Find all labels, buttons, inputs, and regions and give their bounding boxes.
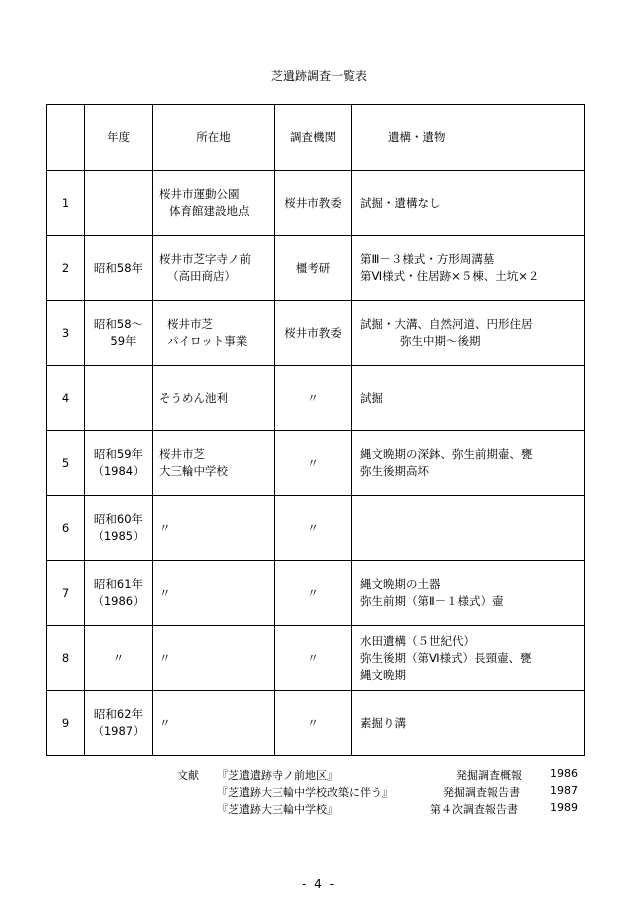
reference-row-2 — [0, 784, 638, 800]
reference-row-1 — [0, 767, 638, 783]
cell-organization — [275, 691, 352, 756]
cell-no: 2 — [47, 236, 85, 301]
cell-no: 4 — [47, 366, 85, 431]
reference-kind-3: 第４次調査報告書 — [430, 803, 518, 816]
header-organization: 調査機関 — [275, 105, 352, 171]
cell-location — [153, 301, 275, 366]
cell-no: 7 — [47, 561, 85, 626]
cell-organization-line: 〃 — [307, 650, 319, 665]
cell-location-line: 体育館建設地点 — [169, 204, 250, 218]
cell-remains-line: 水田遺構（５世紀代） — [360, 633, 475, 648]
cell-no: 3 — [47, 301, 85, 366]
cell-year-line: 昭和58年 — [93, 260, 144, 275]
cell-remains-line: 弥生中期～後期 — [400, 334, 481, 348]
cell-location-line: 桜井市芝字寺ノ前 — [159, 252, 251, 266]
table-row — [47, 691, 585, 756]
cell-year — [85, 301, 153, 366]
reference-title-2: 『芝遺跡大三輪中学校改築に伴う』 — [217, 786, 393, 799]
cell-remains-line: 弥生後期（第Ⅵ様式）長頸壷、甕 — [360, 650, 532, 665]
table-row — [47, 626, 585, 691]
cell-remains-line: 試掘 — [360, 390, 383, 405]
cell-location-line: 桜井市運動公園 — [159, 187, 240, 201]
reference-title-3: 『芝遺跡大三輪中学校』 — [217, 803, 338, 816]
header-year: 年度 — [85, 105, 153, 171]
table-row — [47, 431, 585, 496]
cell-remains-line: 第Ⅲ－３様式・方形周溝墓 — [360, 252, 495, 266]
cell-organization-line: 〃 — [307, 390, 319, 405]
reference-year-2: 1987 — [550, 784, 578, 797]
cell-year-line: 昭和62年 — [93, 707, 144, 721]
cell-location-line: 〃 — [159, 715, 171, 730]
references-label: 文献 — [177, 769, 199, 782]
cell-remains — [352, 691, 585, 756]
page-number: - 4 - — [302, 877, 336, 891]
header-no — [47, 105, 85, 171]
cell-year-line: 昭和58～ — [93, 317, 144, 331]
cell-remains — [352, 301, 585, 366]
cell-year-line: （1985） — [92, 529, 145, 543]
cell-remains-line: 縄文晩期 — [360, 667, 406, 682]
cell-location-line: 桜井市芝 — [159, 447, 205, 461]
reference-year-1: 1986 — [550, 767, 578, 780]
reference-title-1: 『芝遺遺跡寺ノ前地区』 — [217, 769, 338, 782]
cell-remains — [352, 561, 585, 626]
cell-organization — [275, 496, 352, 561]
cell-no: 6 — [47, 496, 85, 561]
cell-year-line: 〃 — [112, 650, 125, 665]
cell-location-line: パイロット事業 — [167, 334, 248, 348]
cell-remains — [352, 236, 585, 301]
cell-remains-line: 素掘り溝 — [360, 715, 406, 730]
survey-table — [46, 104, 585, 756]
cell-year-line: 昭和59年 — [93, 447, 144, 461]
cell-year-line: （1984） — [92, 464, 145, 478]
cell-year-line: （1986） — [92, 594, 145, 608]
cell-year-line: 59年 — [110, 334, 137, 348]
table-header-row — [47, 105, 585, 171]
table-row — [47, 301, 585, 366]
cell-no: 8 — [47, 626, 85, 691]
header-remains: 遺構・遺物 — [352, 105, 585, 171]
cell-remains-line: 第Ⅵ様式・住居跡×５棟、土坑×２ — [360, 269, 540, 283]
table-row — [47, 561, 585, 626]
cell-location-line: 桜井市芝 — [167, 317, 213, 331]
cell-organization-line: 桜井市教委 — [284, 195, 342, 210]
cell-year — [85, 236, 153, 301]
reference-kind-2: 発掘調査報告書 — [443, 786, 520, 799]
table-row — [47, 236, 585, 301]
cell-organization — [275, 431, 352, 496]
cell-year — [85, 626, 153, 691]
cell-location-line: そうめん池利 — [159, 390, 228, 405]
cell-year-line: （1987） — [92, 724, 145, 738]
cell-organization-line: 〃 — [307, 520, 319, 535]
cell-location — [153, 691, 275, 756]
cell-year — [85, 691, 153, 756]
reference-year-3: 1989 — [550, 801, 578, 814]
cell-location-line: 〃 — [159, 585, 171, 600]
reference-row-3 — [0, 801, 638, 817]
cell-year — [85, 366, 153, 431]
table-row — [47, 366, 585, 431]
cell-organization — [275, 301, 352, 366]
cell-remains — [352, 496, 585, 561]
header-location: 所在地 — [153, 105, 275, 171]
cell-remains — [352, 626, 585, 691]
cell-year — [85, 496, 153, 561]
cell-organization-line: 〃 — [307, 585, 319, 600]
cell-remains-line: 弥生後期高坏 — [360, 464, 429, 478]
cell-location — [153, 171, 275, 236]
cell-organization-line: 〃 — [307, 715, 319, 730]
cell-location-line: （高田商店） — [167, 269, 236, 283]
cell-remains-line: 縄文晩期の深鉢、弥生前期壷、甕 — [360, 447, 533, 461]
cell-remains-line: 弥生前期（第Ⅱ－１様式）壷 — [360, 594, 504, 608]
cell-organization-line: 橿考研 — [295, 260, 331, 275]
cell-year-line: 昭和61年 — [93, 577, 144, 591]
cell-organization — [275, 366, 352, 431]
cell-year-line: 昭和60年 — [93, 512, 144, 526]
cell-organization-line: 〃 — [307, 455, 319, 470]
cell-organization — [275, 236, 352, 301]
cell-location — [153, 431, 275, 496]
cell-remains — [352, 366, 585, 431]
cell-organization — [275, 626, 352, 691]
cell-location — [153, 366, 275, 431]
cell-location-line: 〃 — [159, 520, 171, 535]
cell-location-line: 大三輪中学校 — [159, 464, 228, 478]
cell-organization-line: 桜井市教委 — [284, 325, 342, 340]
cell-location-line: 〃 — [159, 650, 171, 665]
cell-no: 5 — [47, 431, 85, 496]
document-title: 芝遺跡調査一覧表 — [270, 69, 367, 83]
table-row — [47, 171, 585, 236]
cell-organization — [275, 171, 352, 236]
cell-location — [153, 626, 275, 691]
cell-organization — [275, 561, 352, 626]
cell-location — [153, 496, 275, 561]
cell-remains-line: 試掘・大溝、自然河道、円形住居 — [360, 317, 533, 331]
table-row — [47, 496, 585, 561]
cell-location — [153, 236, 275, 301]
cell-year — [85, 561, 153, 626]
cell-no: 9 — [47, 691, 85, 756]
cell-no: 1 — [47, 171, 85, 236]
cell-remains — [352, 431, 585, 496]
cell-remains-line: 試掘・遺構なし — [360, 195, 441, 210]
cell-year — [85, 431, 153, 496]
cell-remains — [352, 171, 585, 236]
cell-location — [153, 561, 275, 626]
cell-remains-line: 縄文晩期の土器 — [360, 577, 441, 591]
cell-year — [85, 171, 153, 236]
reference-kind-1: 発掘調査概報 — [456, 769, 522, 782]
